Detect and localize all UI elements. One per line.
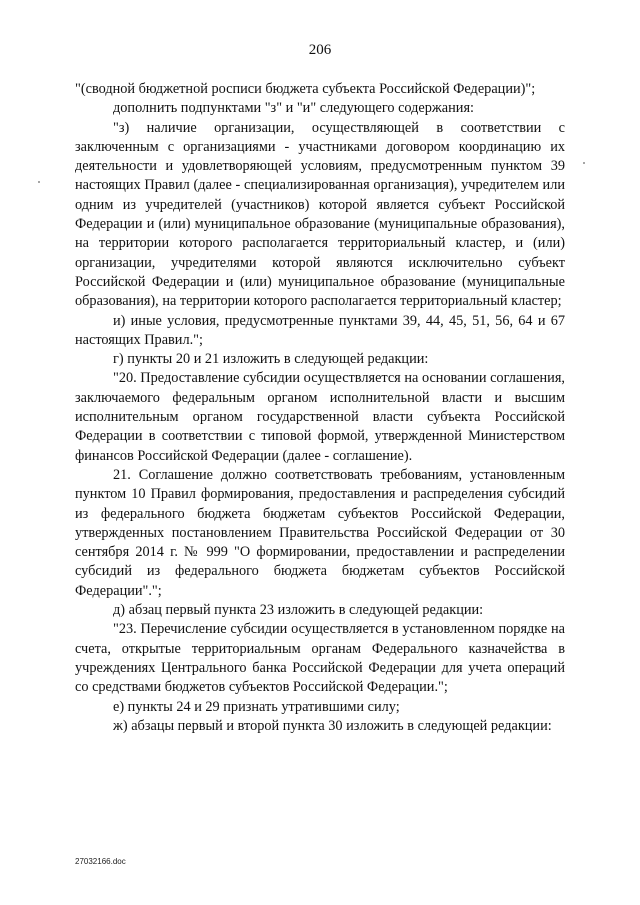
paragraph-z: "з) наличие организации, осуществляющей в соответствии с заключенным с организациями - участниками договором координацию их деятельности и удовлетворяющей условиям, предусмотренным пунктом 39 настоящих Правил (далее - специализированная организация), учредителем или одним из учредителей (участников) которой является субъект Российской Федерации и (или) муниципальное образование (муниципальные образования), на территории которого располагается территориальный кластер, и (или) организации, учредителями которой являются исключительно субъект Российской Федерации и (или) муниципальное образование (муниципальные образования), на территории которого располагается территориальный кластер;	[75, 119, 565, 310]
paragraph-heading-quote: "(сводной бюджетной росписи бюджета субъекта Российской Федерации)";	[75, 81, 536, 97]
paragraph-23: "23. Перечисление субсидии осуществляется в установленном порядке на счета, открытые территориальным органам Федерального казначейства в учреждениях Центрального банка Российской Федерации для учета операций со средствами бюджетов субъектов Российской Федерации.";	[75, 621, 565, 696]
document-filename: 27032166.doc	[75, 857, 126, 866]
paragraph-d: д) абзац первый пункта 23 изложить в следующей редакции:	[113, 602, 484, 619]
paragraph-g: г) пункты 20 и 21 изложить в следующей редакции:	[113, 351, 429, 368]
paragraph-21: 21. Соглашение должно соответствовать требованиям, установленным пунктом 10 Правил формирования, предоставления и распределения субсидий из федерального бюджета бюджетам субъектов Российской Федерации, утвержденных постановлением Правительства Российской Федерации от 30 сентября 2014 г. № 999 "О формировании, предоставлении и распределении субсидий из федерального бюджета бюджетам субъектов Российской Федерации".";	[75, 466, 565, 599]
paragraph-zh: ж) абзацы первый и второй пункта 30 изложить в следующей редакции:	[113, 717, 552, 734]
paragraph-i: и) иные условия, предусмотренные пунктами 39, 44, 45, 51, 56, 64 и 67 настоящих Правил.";	[75, 312, 565, 348]
paragraph-supplement: дополнить подпунктами "з" и "и" следующего содержания:	[113, 100, 474, 117]
scan-speck-mark	[583, 162, 585, 164]
page-number: 206	[308, 42, 332, 58]
paragraph-20: "20. Предоставление субсидии осуществляется на основании соглашения, заключаемого федеральным органом исполнительной власти и высшим исполнительным органом государственной власти субъекта Российской Федерации в соответствии с типовой формой, утвержденной Министерством финансов Российской Федерации (далее - соглашение).	[75, 370, 565, 464]
document-body	[75, 80, 565, 736]
scan-speck-mark	[38, 181, 40, 183]
paragraph-e: е) пункты 24 и 29 признать утратившими силу;	[113, 698, 400, 715]
